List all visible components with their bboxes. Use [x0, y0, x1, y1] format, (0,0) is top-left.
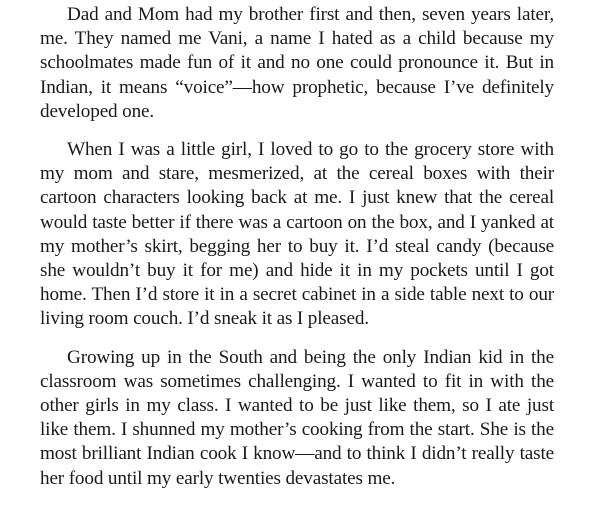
- paragraph-3: Growing up in the South and being the only Indian kid in the classroom was sometimes challenging. I wanted to fit in with the other girls in my class. I wanted to be just like them, so I ate just like them. I shunned my mother’s cooking from the start. She is the most brilliant Indian cook I know—and to think I didn’t really taste her food until my early twenties devastates me.: [40, 346, 554, 489]
- document-page: [40, 3, 554, 505]
- paragraph-1: Dad and Mom had my brother first and then, seven years later, me. They named me Vani, a name I hated as a child because my schoolmates made fun of it and no one could pronounce it. But in Indian, it means “voice”—how prophetic, because I’ve definitely developed one.: [40, 4, 554, 122]
- paragraph-2: When I was a little girl, I loved to go to the grocery store with my mom and stare, mesmerized, at the cereal boxes with their cartoon characters looking back at me. I just knew that the cereal would taste better if there was a cartoon on the box, and I yanked at my mother’s skirt, begging her to buy it. I’d steal candy (because she wouldn’t buy it for me) and hide it in my pockets until I got home. Then I’d store it in a secret cabinet in a side table next to our living room couch. I’d sneak it as I pleased.: [40, 139, 554, 330]
